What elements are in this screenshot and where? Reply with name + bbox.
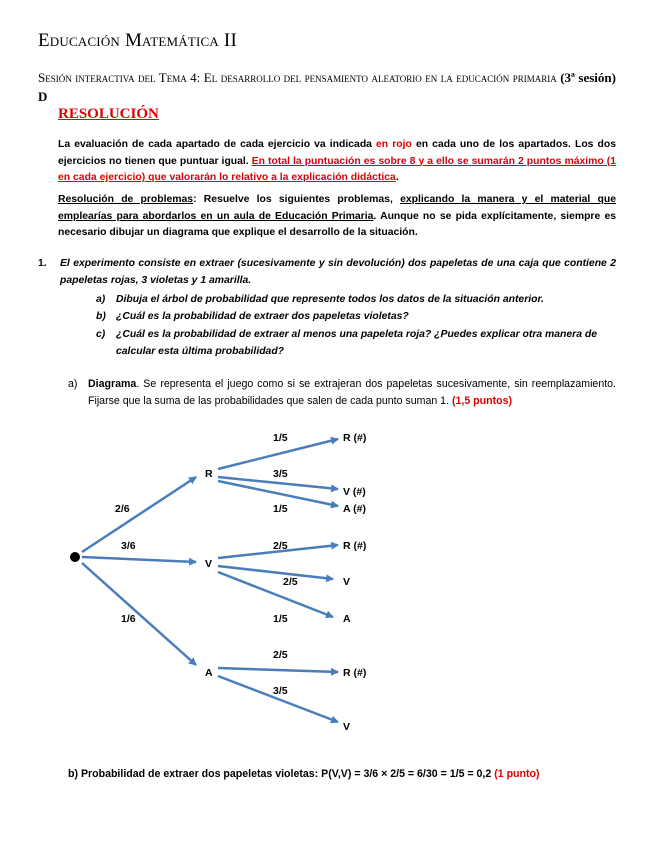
exercise-number: 1. (38, 258, 47, 269)
leaf-v-r: R (#) (343, 540, 367, 552)
answer-text: . Se representa el juego como si se extrajeran dos papeletas sucesivamente, sin reemplazamiento. Fijarse que la suma de las probabilidades que salen de cada punto suman 1. (88, 378, 616, 407)
node-v: V (205, 558, 213, 570)
answer-b (68, 766, 616, 782)
prob-r-v: 3/5 (273, 468, 288, 480)
leaf-v-a: A (343, 613, 351, 625)
branch-a-v (218, 676, 338, 722)
question-letter: a) (96, 294, 106, 305)
leaf-a-r: R (#) (343, 667, 367, 679)
branch-v-v (218, 566, 333, 579)
eval-text-2: en cada uno de los apartados. Los dos ejercicios no tienen que puntuar igual. (58, 139, 617, 167)
leaf-v-v: V (343, 576, 351, 588)
question-text: ¿Cuál es la probabilidad de extraer al menos una papeleta roja? ¿Puedes explicar otra manera de calcular esta última probabilidad? (116, 329, 598, 357)
question-letter: b) (96, 311, 106, 322)
root-node (70, 552, 80, 562)
question-text: ¿Cuál es la probabilidad de extraer dos papeletas violetas? (116, 311, 409, 322)
prob-a-r: 2/5 (273, 649, 288, 661)
prob-root-v: 3/6 (121, 540, 136, 552)
prob-r-r: 1/5 (273, 432, 288, 444)
problems-text-1: : Resuelve los siguientes problemas, (193, 194, 401, 205)
eval-red-2: En total la puntuación es sobre 8 y a ello se sumarán 2 puntos máximo (1 en cada ejercicio) que valorarán lo relativo a la explicación didáctica (58, 155, 616, 183)
answer-label: Diagrama (88, 378, 137, 390)
eval-text-1: La evaluación de cada apartado de cada ejercicio va indicada (58, 139, 377, 150)
prob-v-r: 2/5 (273, 540, 288, 552)
session-title: Sesión interactiva del Tema 4: El desarrollo del pensamiento aleatorio en la educación primaria (38, 70, 557, 85)
eval-red-1: en rojo (376, 139, 412, 150)
prob-root-r: 2/6 (115, 503, 130, 515)
node-r: R (205, 468, 213, 480)
document-title: Educación Matemática II (38, 30, 237, 51)
problems-underlined: explicando la manera y el material que emplearías para abordarlos en un aula de Educación Primaria (58, 194, 616, 222)
answer-points: (1,5 puntos) (449, 394, 512, 407)
leaf-a-v: V (343, 721, 351, 733)
question-letter: c) (96, 329, 106, 340)
branch-root-a (82, 563, 196, 665)
branch-a-r (218, 668, 338, 672)
prob-v-a: 1/5 (273, 613, 288, 625)
prob-v-v: 2/5 (283, 576, 298, 588)
node-a: A (205, 667, 213, 679)
resolution-heading: RESOLUCIÓN (58, 106, 159, 122)
branch-root-v (82, 557, 196, 562)
leaf-r-r: R (#) (343, 432, 367, 444)
prob-r-a: 1/5 (273, 503, 288, 515)
prob-root-a: 1/6 (121, 613, 136, 625)
question-text: Dibuja el árbol de probabilidad que represente todos los datos de la situación anterior. (116, 294, 544, 305)
branch-root-r (82, 477, 196, 552)
session-suffix: (3ª sesión) D (38, 70, 616, 104)
answer-b-points: (1 punto) (491, 768, 540, 780)
exercise-statement: El experimento consiste en extraer (sucesivamente y sin devolución) dos papeletas de una caja que contiene 2 papeletas rojas, 3 violetas y 1 amarilla. (60, 258, 616, 286)
problems-text-2: . Aunque no se pida explícitamente, siempre es necesario dibujar un diagrama que explique el desarrollo de la situación. (58, 210, 617, 238)
problems-label: Resolución de problemas (58, 194, 194, 205)
leaf-r-v: V (#) (343, 486, 366, 498)
eval-end: . (395, 172, 399, 183)
prob-a-v: 3/5 (273, 685, 288, 697)
answer-letter: a) (68, 378, 78, 390)
leaf-r-a: A (#) (343, 503, 366, 515)
branch-v-a (218, 572, 333, 617)
answer-b-text: b) Probabilidad de extraer dos papeletas violetas: P(V,V) = 3/6 × 2/5 = 6/30 = 1/5 = 0,2 (68, 768, 492, 780)
